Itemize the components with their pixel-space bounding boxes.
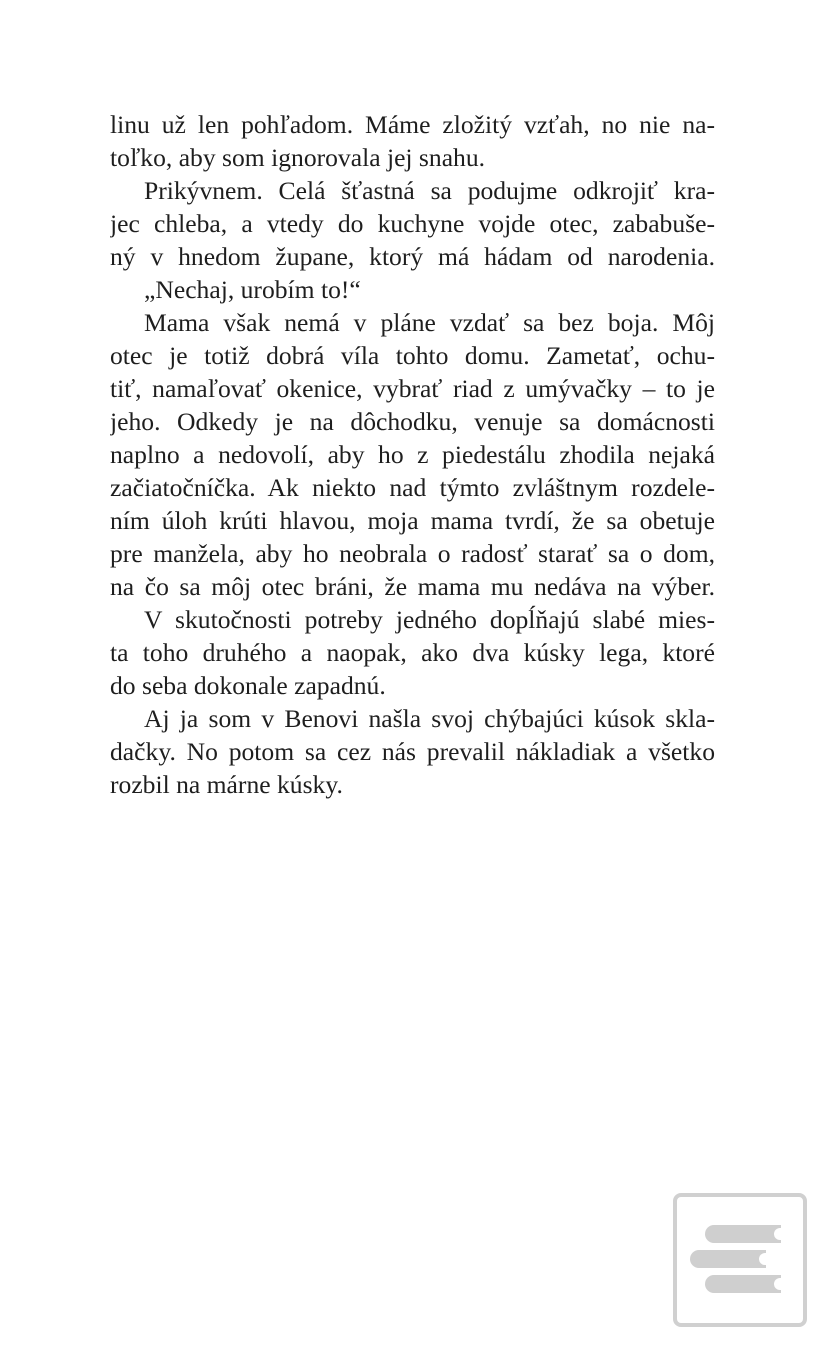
text-line: dačky. No potom sa cez nás prevalil nákladiak a všetko: [110, 737, 715, 766]
text-line: ta toho druhého a naopak, ako dva kúsky lega, ktoré: [110, 638, 715, 667]
text-line: jeho. Odkedy je na dôchodku, venuje sa domácnosti: [110, 407, 715, 436]
book-spine-middle: [690, 1250, 766, 1268]
text-line: V skutočnosti potreby jedného dopĺňajú slabé mies-: [144, 605, 715, 634]
text-line: na čo sa môj otec bráni, že mama mu nedáva na výber.: [110, 572, 715, 601]
text-line: otec je totiž dobrá víla tohto domu. Zametať, ochu-: [110, 341, 715, 370]
text-line: Mama však nemá v pláne vzdať sa bez boja. Môj: [144, 308, 715, 337]
text-line: začiatočníčka. Ak niekto nad týmto zvláštnym rozdele-: [110, 473, 715, 502]
book-spine-top: [705, 1225, 781, 1243]
text-line: linu už len pohľadom. Máme zložitý vzťah, no nie na-: [110, 110, 715, 139]
text-line: Prikývnem. Celá šťastná sa podujme odkrojiť kra-: [144, 176, 715, 205]
book-spine-bottom: [705, 1275, 781, 1293]
text-line: ním úloh krúti hlavou, moja mama tvrdí, že sa obetuje: [110, 506, 715, 535]
text-line: naplno a nedovolí, aby ho z piedestálu zhodila nejaká: [110, 440, 715, 469]
text-line: rozbil na márne kúsky.: [110, 770, 343, 799]
text-line: „Nechaj, urobím to!“: [144, 275, 361, 304]
text-line: toľko, aby som ignorovala jej snahu.: [110, 143, 486, 172]
text-line: ný v hnedom župane, ktorý má hádam od narodenia.: [110, 242, 715, 271]
page-body-text: [110, 108, 715, 801]
text-line: do seba dokonale zapadnú.: [110, 671, 386, 700]
text-line: pre manžela, aby ho neobrala o radosť starať sa o dom,: [110, 539, 715, 568]
books-icon: [673, 1193, 807, 1327]
text-line: Aj ja som v Benovi našla svoj chýbajúci kúsok skla-: [144, 704, 715, 733]
text-line: jec chleba, a vtedy do kuchyne vojde otec, zababuše-: [110, 209, 715, 238]
text-line: tiť, namaľovať okenice, vybrať riad z umývačky – to je: [110, 374, 715, 403]
